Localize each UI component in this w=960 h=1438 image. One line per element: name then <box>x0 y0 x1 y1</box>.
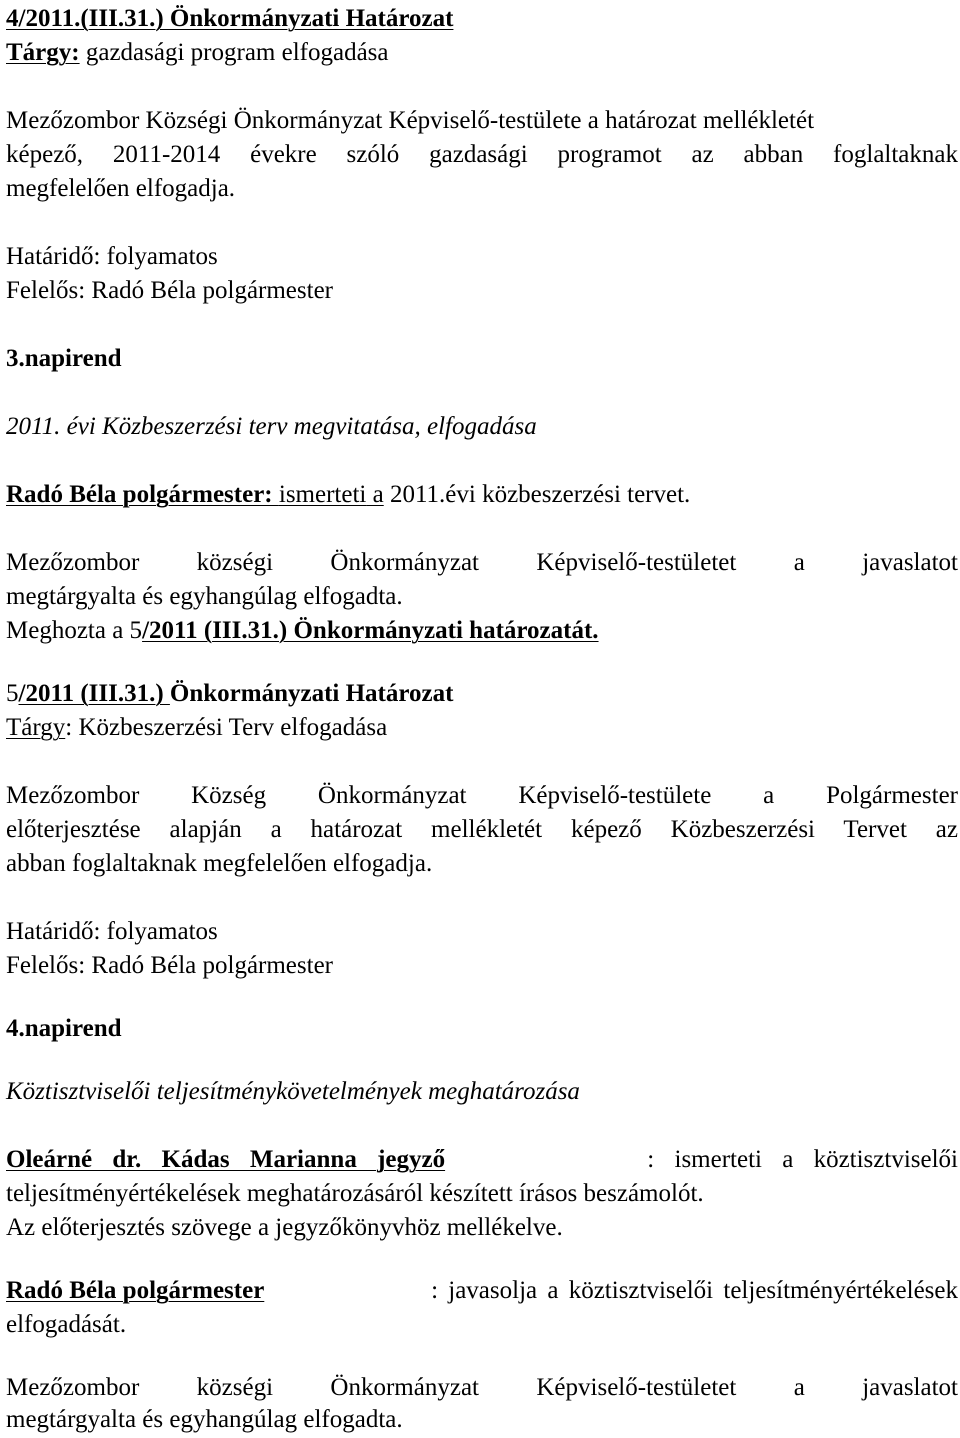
heading-date: /2011 (III.31.) <box>18 680 170 707</box>
resolution-body-line-1: Mezőzombor Község Önkormányzat Képviselő-testülete a Polgármester <box>6 782 958 809</box>
attachment-line: Az előterjesztés szövege a jegyzőkönyvhöz mellékelve. <box>6 1214 563 1241</box>
heading-number: 5 <box>6 680 19 707</box>
report-line: teljesítményértékelések meghatározásáról készített írásos beszámolót. <box>6 1180 704 1207</box>
mayor-proposal-line <box>6 1274 958 1308</box>
resolution-body-line-3: abban foglaltaknak megfelelően elfogadja. <box>6 850 433 877</box>
brought-resolution-number: /2011 (III.31.) Önkormányzati határozatát. <box>142 617 599 644</box>
speaker-name: Radó Béla polgármester: <box>6 481 279 508</box>
resolution-heading-4: 4/2011.(III.31.) Önkormányzati Határozat <box>6 5 454 32</box>
brought-prefix: Meghozta a 5 <box>6 617 143 644</box>
vote-line-1: Mezőzombor községi Önkormányzat Képviselő-testületet a javaslatot <box>6 549 958 576</box>
resolution-body-line-3: megfelelően elfogadja. <box>6 175 236 202</box>
vote-line-2: megtárgyalta és egyhangúlag elfogadta. <box>6 583 403 610</box>
heading-title: Önkormányzati Határozat <box>169 680 454 707</box>
deadline: Határidő: folyamatos <box>6 243 218 270</box>
agenda-title-4: 4.napirend <box>6 1015 122 1042</box>
vote-line-1: Mezőzombor községi Önkormányzat Képviselő-testületet a javaslatot <box>6 1374 958 1401</box>
agenda-speaker-line-4 <box>6 1143 958 1177</box>
agenda-topic-4: Köztisztviselői teljesítménykövetelmények meghatározása <box>6 1078 580 1105</box>
agenda-speaker-line-3 <box>6 478 958 512</box>
speaker-verb: ismerteti <box>278 481 367 508</box>
resolution-subject-4 <box>6 36 958 70</box>
resolution-subject-5 <box>6 711 958 745</box>
brought-resolution-line <box>6 614 958 648</box>
mayor-name: Radó Béla polgármester <box>6 1277 265 1304</box>
mayor-proposal-line-2: elfogadását. <box>6 1311 127 1338</box>
resolution-body-line-1: Mezőzombor Községi Önkormányzat Képviselő-testülete a határozat mellékletét <box>6 107 815 134</box>
resolution-body-line-2: előterjesztése alapján a határozat mellékletét képező Közbeszerzési Tervet az <box>6 816 958 843</box>
subject-text: gazdasági program elfogadása <box>79 39 389 66</box>
speaker-text: 2011.évi közbeszerzési tervet. <box>383 481 691 508</box>
speaker-article: a <box>366 481 384 508</box>
agenda-title-3: 3.napirend <box>6 345 122 372</box>
speaker-name: Oleárné dr. Kádas Marianna jegyző <box>6 1146 446 1173</box>
speaker-text: : ismerteti a köztisztviselői <box>647 1146 958 1173</box>
subject-label: Tárgy <box>6 714 66 741</box>
mayor-text: : javasolja a köztisztviselői teljesítményértékelések <box>431 1277 958 1304</box>
vote-line-2: megtárgyalta és egyhangúlag elfogadta. <box>6 1406 403 1433</box>
responsible: Felelős: Radó Béla polgármester <box>6 277 334 304</box>
agenda-topic-3: 2011. évi Közbeszerzési terv megvitatása, elfogadása <box>6 413 537 440</box>
resolution-body-line-2: képező, 2011-2014 évekre szóló gazdasági programot az abban foglaltaknak <box>6 141 958 168</box>
responsible: Felelős: Radó Béla polgármester <box>6 952 334 979</box>
subject-text: : Közbeszerzési Terv elfogadása <box>65 714 388 741</box>
deadline: Határidő: folyamatos <box>6 918 218 945</box>
resolution-heading-5 <box>6 677 958 711</box>
subject-label: Tárgy: <box>6 39 80 66</box>
